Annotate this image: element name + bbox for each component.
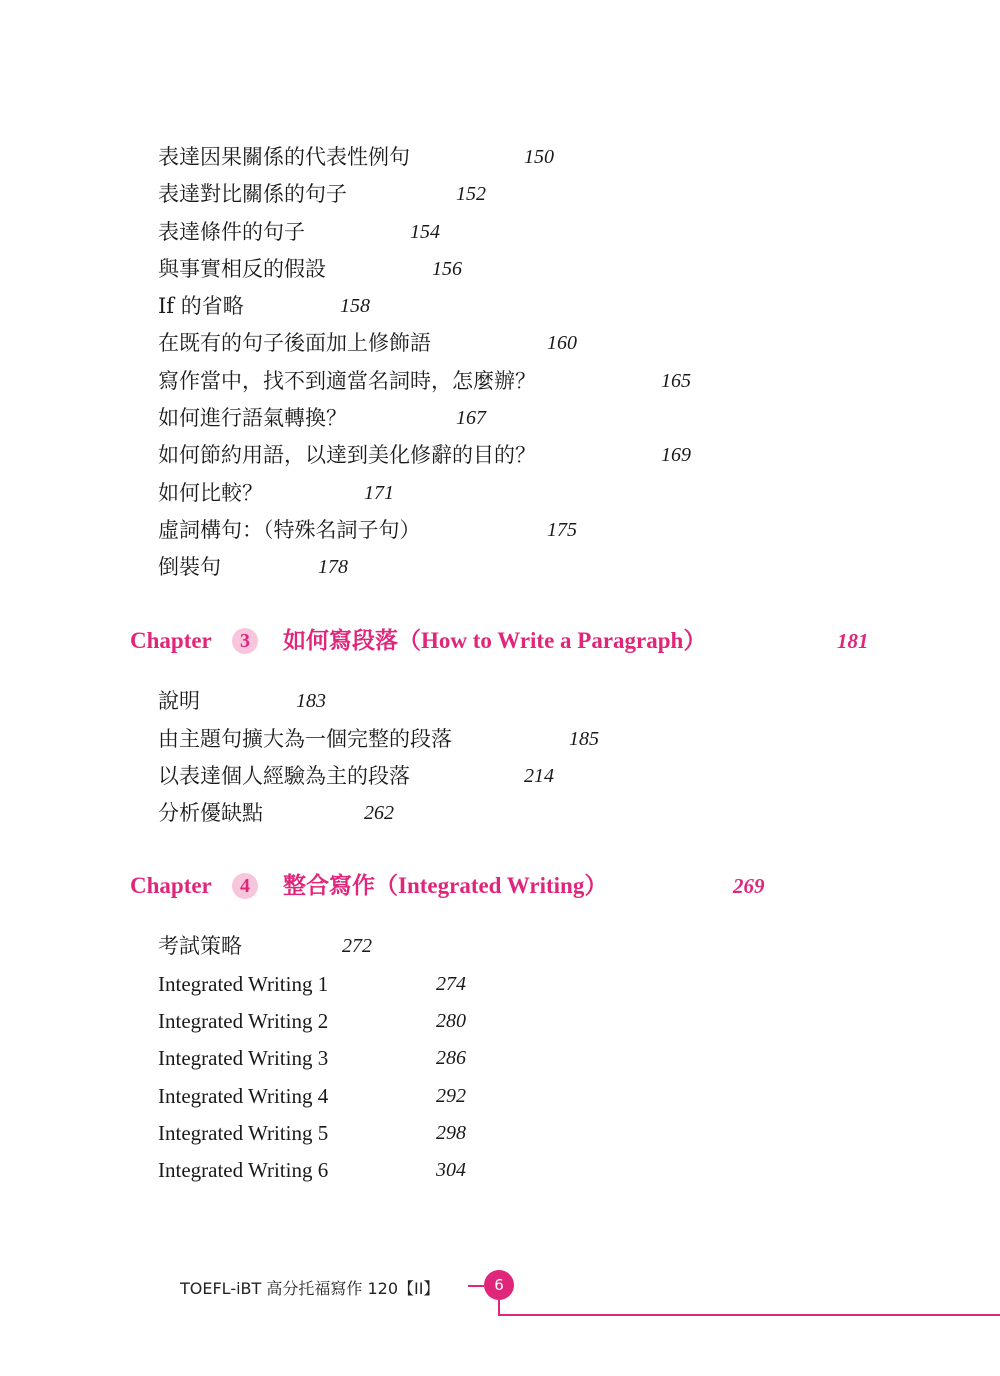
entry-page: 171 (364, 482, 394, 504)
entry-page: 272 (342, 935, 372, 957)
toc-entry (158, 363, 691, 400)
toc-entry (158, 549, 348, 586)
footer-rule-bottom (498, 1314, 1000, 1316)
entry-title: 虛詞構句：（特殊名詞子句） (158, 518, 421, 542)
entry-page: 150 (524, 146, 554, 168)
entry-page: 152 (456, 183, 486, 205)
toc-entry (158, 288, 370, 325)
chapter-label: Chapter (130, 628, 212, 653)
entry-page: 286 (436, 1047, 466, 1069)
toc-entry (158, 1115, 466, 1152)
entry-page: 298 (436, 1122, 466, 1144)
page-footer (0, 1266, 1000, 1326)
entry-title: 在既有的句子後面加上修飾語 (158, 331, 431, 355)
chapter-page: 181 (837, 629, 869, 653)
chapter-page: 269 (733, 874, 765, 898)
chapter-number-badge: 4 (232, 873, 258, 899)
entry-page: 169 (661, 444, 691, 466)
toc-entry (158, 437, 691, 474)
entry-page: 160 (547, 332, 577, 354)
entry-title: 分析優缺點 (158, 801, 263, 825)
entry-page: 183 (296, 690, 326, 712)
footer-page-number: 6 (484, 1270, 514, 1300)
entry-title: Integrated Writing 2 (158, 1009, 329, 1033)
entry-title: 如何進行語氣轉換？ (158, 406, 347, 430)
chapter-4-heading (130, 866, 790, 906)
toc-entry (158, 758, 554, 795)
entry-title: Integrated Writing 6 (158, 1158, 329, 1182)
toc-entry (158, 325, 577, 362)
entry-title: Integrated Writing 4 (158, 1084, 329, 1108)
entry-title: 考試策略 (158, 934, 242, 958)
entry-title: 倒裝句 (158, 555, 221, 579)
entry-page: 185 (569, 728, 599, 750)
entry-title: 表達條件的句子 (158, 220, 305, 244)
chapter-number-badge: 3 (232, 628, 258, 654)
entry-page: 175 (547, 519, 577, 541)
entry-title: Integrated Writing 1 (158, 972, 329, 996)
entry-page: 280 (436, 1010, 466, 1032)
chapter-3-heading (130, 621, 890, 661)
entry-title: If 的省略 (158, 294, 244, 318)
entry-page: 156 (432, 258, 462, 280)
footer-book-title: TOEFL-iBT 高分托福寫作 120【II】 (180, 1279, 440, 1298)
toc-entry (158, 214, 440, 251)
entry-page: 165 (661, 370, 691, 392)
chapter-title: 如何寫段落（How to Write a Paragraph） (283, 628, 707, 653)
entry-page: 158 (340, 295, 370, 317)
toc-entry (158, 1152, 466, 1189)
toc-entry (158, 1003, 466, 1040)
entry-title: 如何節約用語，以達到美化修辭的目的？ (158, 443, 536, 467)
entry-page: 214 (524, 765, 554, 787)
entry-page: 167 (456, 407, 486, 429)
chapter-title: 整合寫作（Integrated Writing） (283, 873, 608, 898)
toc-entry (158, 512, 577, 549)
toc-entry (158, 795, 394, 832)
entry-title: 寫作當中，找不到適當名詞時，怎麼辦？ (158, 369, 536, 393)
toc-entry (158, 966, 466, 1003)
entry-title: 與事實相反的假設 (158, 257, 326, 281)
entry-page: 154 (410, 221, 440, 243)
toc-entry (158, 1078, 466, 1115)
entry-page: 262 (364, 802, 394, 824)
entry-title: 表達對比關係的句子 (158, 182, 347, 206)
toc-entry (158, 721, 599, 758)
toc-entry (158, 400, 486, 437)
entry-title: 說明 (158, 689, 200, 713)
entry-page: 304 (436, 1159, 466, 1181)
toc-entry (158, 1040, 466, 1077)
entry-page: 178 (318, 556, 348, 578)
toc-entry (158, 139, 554, 176)
toc-entry (158, 683, 326, 720)
entry-title: Integrated Writing 5 (158, 1121, 329, 1145)
toc-entry (158, 475, 394, 512)
entry-title: 表達因果關係的代表性例句 (158, 145, 410, 169)
entry-page: 274 (436, 973, 466, 995)
entry-title: 以表達個人經驗為主的段落 (158, 764, 410, 788)
entry-page: 292 (436, 1085, 466, 1107)
entry-title: 由主題句擴大為一個完整的段落 (158, 727, 452, 751)
entry-title: Integrated Writing 3 (158, 1046, 329, 1070)
toc-entry (158, 928, 372, 965)
footer-rule-left (468, 1285, 484, 1287)
chapter-label: Chapter (130, 873, 212, 898)
entry-title: 如何比較？ (158, 481, 263, 505)
toc-entry (158, 176, 486, 213)
toc-entry (158, 251, 462, 288)
